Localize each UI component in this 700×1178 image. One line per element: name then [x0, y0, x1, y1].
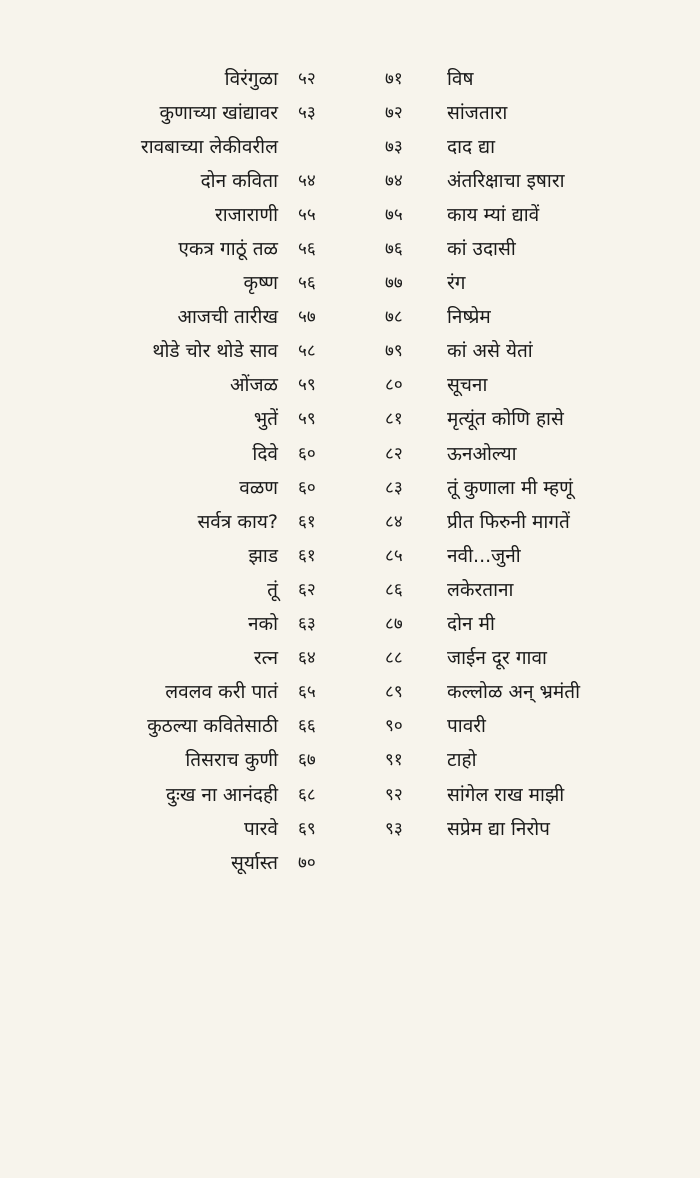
entry-page-number: ८९	[385, 682, 403, 703]
contents-entry	[385, 812, 685, 846]
contents-entry	[385, 505, 685, 539]
contents-entry	[60, 437, 360, 471]
entry-page-number: ५५	[298, 204, 316, 225]
contents-entry	[385, 471, 685, 505]
contents-entry	[60, 744, 360, 778]
entry-page-number: ९१	[385, 750, 403, 771]
entry-page-number: ८४	[385, 511, 403, 532]
entry-title: ऊनओल्या	[447, 442, 517, 465]
entry-page-number: ७७	[385, 273, 403, 294]
entry-page-number: ८५	[385, 545, 403, 566]
entry-title: थोडे चोर थोडे साव	[152, 340, 278, 363]
contents-entry	[60, 335, 360, 369]
contents-entry	[385, 198, 685, 232]
contents-entry	[385, 369, 685, 403]
entry-page-number: ८७	[385, 614, 403, 635]
entry-page-number: ५९	[298, 375, 316, 396]
entry-title: लकेरताना	[447, 578, 514, 601]
entry-page-number: ६१	[298, 545, 316, 566]
entry-title: कां असे येतां	[447, 340, 533, 363]
entry-page-number: ९३	[385, 818, 403, 839]
contents-entry	[385, 301, 685, 335]
contents-entry	[385, 335, 685, 369]
entry-title: झाड	[248, 544, 278, 567]
contents-entry	[385, 62, 685, 96]
entry-page-number: ६२	[298, 579, 316, 600]
entry-page-number: ८२	[385, 443, 403, 464]
entry-title: प्रीत फिरुनी मागतें	[447, 510, 570, 533]
contents-entry	[385, 437, 685, 471]
entry-title: तूं	[267, 578, 278, 601]
contents-entry	[385, 164, 685, 198]
entry-title: पावरी	[447, 715, 486, 738]
entry-title: दिवे	[252, 442, 278, 465]
entry-page-number: ६७	[298, 750, 316, 771]
entry-title: आजची तारीख	[177, 306, 278, 329]
contents-entry	[60, 267, 360, 301]
contents-entry	[60, 642, 360, 676]
contents-entry	[60, 778, 360, 812]
entry-page-number: ७४	[385, 170, 403, 191]
entry-page-number: ८६	[385, 579, 403, 600]
entry-page-number: ६०	[298, 443, 316, 464]
entry-page-number: ८८	[385, 648, 403, 669]
contents-entry	[385, 232, 685, 266]
contents-entry	[385, 744, 685, 778]
entry-page-number: ७३	[385, 136, 403, 157]
entry-title: तूं कुणाला मी म्हणूं	[447, 476, 573, 499]
entry-title: कां उदासी	[447, 238, 516, 261]
contents-entry	[60, 369, 360, 403]
entry-title: दाद द्या	[447, 135, 496, 158]
entry-page-number: ५२	[298, 68, 316, 89]
entry-title: रंग	[447, 272, 466, 295]
entry-page-number: ७०	[298, 852, 316, 873]
contents-entry	[60, 676, 360, 710]
entry-title: सांगेल राख माझी	[447, 783, 565, 806]
contents-entry	[60, 505, 360, 539]
entry-page-number: ५९	[298, 409, 316, 430]
entry-page-number: ८१	[385, 409, 403, 430]
contents-entry	[60, 96, 360, 130]
contents-entry	[60, 198, 360, 232]
contents-entry	[385, 267, 685, 301]
entry-page-number: ५६	[298, 273, 316, 294]
contents-entry	[385, 608, 685, 642]
entry-page-number: ६८	[298, 784, 316, 805]
entry-title: विष	[447, 67, 474, 90]
entry-title: राजाराणी	[214, 203, 278, 226]
contents-entry	[60, 471, 360, 505]
entry-title: सूर्यास्त	[230, 851, 278, 874]
entry-page-number: ७८	[385, 307, 403, 328]
entry-title: भुतें	[253, 408, 278, 431]
entry-title: दोन कविता	[200, 169, 278, 192]
entry-page-number: ८०	[385, 375, 403, 396]
entry-title: वळण	[239, 476, 278, 499]
entry-title: एकत्र गाठूं तळ	[178, 238, 278, 261]
entry-title: जाईन दूर गावा	[447, 647, 547, 670]
contents-entry	[60, 62, 360, 96]
contents-entry	[385, 130, 685, 164]
contents-entry	[385, 403, 685, 437]
entry-title: सर्वत्र काय?	[197, 510, 278, 533]
entry-page-number: ६०	[298, 477, 316, 498]
entry-title: दोन मी	[447, 613, 495, 636]
contents-entry	[60, 130, 360, 164]
entry-page-number: ६४	[298, 648, 316, 669]
entry-page-number: ७२	[385, 102, 403, 123]
entry-title: कुठल्या कवितेसाठी	[147, 715, 278, 738]
entry-page-number: ७५	[385, 204, 403, 225]
entry-title: रावबाच्या लेकीवरील	[140, 135, 278, 158]
contents-entry	[60, 301, 360, 335]
entry-page-number: ५४	[298, 170, 316, 191]
contents-entry	[60, 164, 360, 198]
entry-title: अंतरिक्षाचा इषारा	[447, 169, 565, 192]
entry-title: लवलव करी पातं	[165, 681, 278, 704]
entry-title: तिसराच कुणी	[185, 749, 278, 772]
entry-title: विरंगुळा	[224, 67, 278, 90]
entry-title: दुःख ना आनंदही	[165, 783, 278, 806]
contents-entry	[60, 403, 360, 437]
contents-entry	[60, 608, 360, 642]
entry-page-number: ७१	[385, 68, 403, 89]
contents-entry	[385, 676, 685, 710]
entry-page-number: ७९	[385, 341, 403, 362]
contents-entry	[60, 846, 360, 880]
entry-page-number: ९२	[385, 784, 403, 805]
entry-page-number: ८३	[385, 477, 403, 498]
entry-page-number: ७६	[385, 239, 403, 260]
contents-entry	[385, 642, 685, 676]
entry-title: ओंजळ	[230, 374, 278, 397]
entry-page-number: ५६	[298, 239, 316, 260]
contents-entry	[60, 710, 360, 744]
contents-entry	[385, 96, 685, 130]
entry-page-number: ६३	[298, 614, 316, 635]
entry-page-number: ५७	[298, 307, 316, 328]
contents-entry	[60, 573, 360, 607]
entry-title: कुणाच्या खांद्यावर	[159, 101, 278, 124]
entry-title: निष्प्रेम	[447, 306, 491, 329]
entry-title: सूचना	[447, 374, 488, 397]
contents-entry	[385, 573, 685, 607]
entry-title: काय म्यां द्यावें	[447, 203, 540, 226]
entry-page-number: ६१	[298, 511, 316, 532]
entry-title: कल्लोळ अन् भ्रमंती	[447, 681, 581, 704]
contents-entry	[385, 539, 685, 573]
contents-entry	[385, 710, 685, 744]
entry-title: कृष्ण	[243, 272, 278, 295]
entry-title: मृत्यूंत कोणि हासे	[447, 408, 564, 431]
entry-page-number: ५८	[298, 341, 316, 362]
entry-title: नको	[247, 613, 278, 636]
entry-title: टाहो	[447, 749, 477, 772]
contents-entry	[60, 232, 360, 266]
entry-title: सप्रेम द्या निरोप	[447, 817, 550, 840]
entry-title: रत्न	[253, 647, 278, 670]
entry-page-number: ९०	[385, 716, 403, 737]
contents-entry	[60, 812, 360, 846]
entry-title: नवी...जुनी	[447, 544, 521, 567]
entry-page-number: ६५	[298, 682, 316, 703]
contents-left-column	[60, 62, 360, 880]
entry-page-number: ६९	[298, 818, 316, 839]
entry-title: पारवे	[243, 817, 278, 840]
entry-page-number: ५३	[298, 102, 316, 123]
entry-title: सांजतारा	[447, 101, 508, 124]
contents-entry	[60, 539, 360, 573]
contents-right-column	[385, 62, 685, 846]
entry-page-number: ६६	[298, 716, 316, 737]
contents-entry	[385, 778, 685, 812]
